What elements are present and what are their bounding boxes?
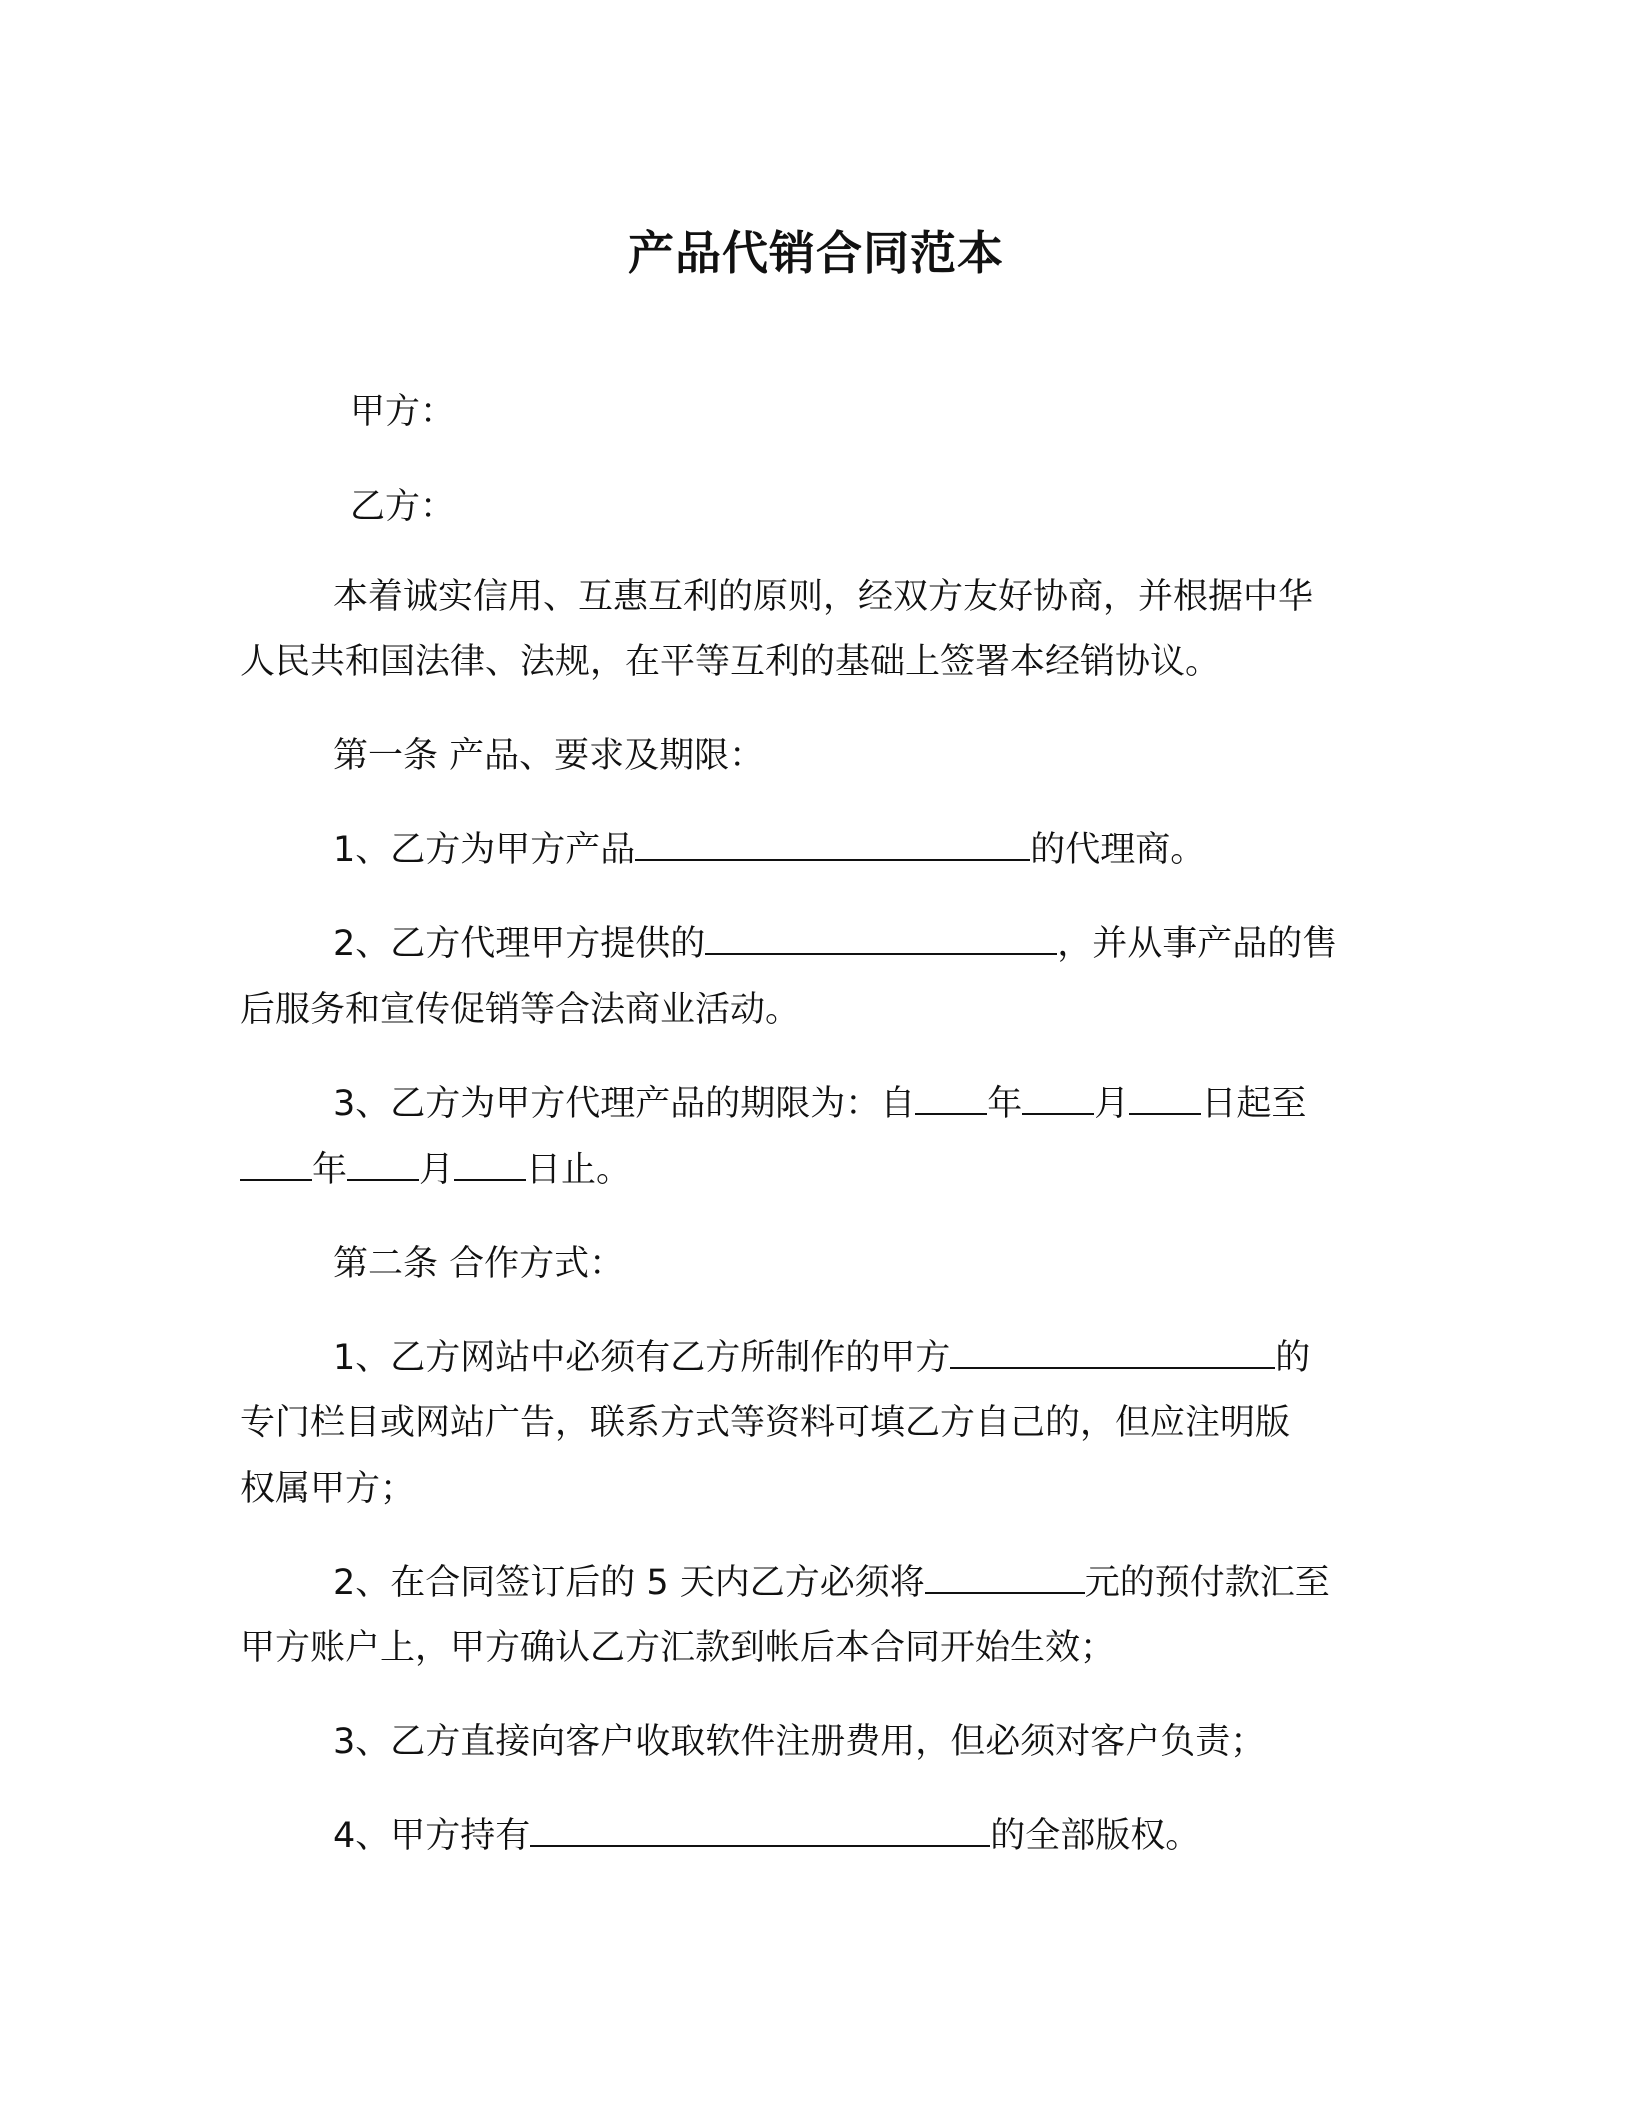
article-1-item-3-line-2	[240, 1146, 631, 1194]
month-label: 月	[1094, 1084, 1130, 1124]
end-year-label: 年	[312, 1150, 348, 1190]
article-1-item-3	[333, 1080, 1306, 1128]
article-2-item-2	[333, 1559, 1330, 1607]
end-day-blank[interactable]	[454, 1149, 526, 1181]
article-2-heading: 第二条 合作方式：	[333, 1244, 625, 1284]
article-1-item-2	[333, 920, 1337, 968]
article-2-item-1-tail: 的	[1275, 1338, 1311, 1378]
to-label: 日止。	[526, 1150, 632, 1190]
end-month-label: 月	[419, 1150, 455, 1190]
from-label: 日起至	[1201, 1084, 1307, 1124]
copyright-subject-blank[interactable]	[530, 1815, 990, 1847]
article-1-item-2-text: 2、乙方代理甲方提供的	[333, 924, 706, 964]
document-title: 产品代销合同范本	[628, 226, 1004, 280]
preamble-line-2: 人民共和国法律、法规，在平等互利的基础上签署本经销协议。	[240, 642, 1221, 682]
start-day-blank[interactable]	[1129, 1083, 1201, 1115]
article-1-item-2-line-2: 后服务和宣传促销等合法商业活动。	[240, 990, 801, 1030]
preamble-line-1: 本着诚实信用、互惠互利的原则，经双方友好协商，并根据中华	[333, 577, 1314, 617]
article-2-item-1	[333, 1334, 1310, 1382]
article-2-item-3: 3、乙方直接向客户收取软件注册费用，但必须对客户负责；	[333, 1722, 1266, 1762]
start-month-blank[interactable]	[1022, 1083, 1094, 1115]
column-name-blank[interactable]	[950, 1337, 1275, 1369]
article-2-item-4	[333, 1812, 1200, 1860]
party-b-label: 乙方：	[350, 487, 456, 527]
prepayment-amount-blank[interactable]	[925, 1562, 1085, 1594]
party-a-label: 甲方：	[350, 392, 456, 432]
article-2-item-1-line-2: 专门栏目或网站广告，联系方式等资料可填乙方自己的，但应注明版	[240, 1403, 1291, 1443]
start-year-blank[interactable]	[915, 1083, 987, 1115]
article-2-item-1-text: 1、乙方网站中必须有乙方所制作的甲方	[333, 1338, 951, 1378]
article-1-item-3-text: 3、乙方为甲方代理产品的期限为：自	[333, 1084, 916, 1124]
year-label: 年	[987, 1084, 1023, 1124]
article-2-item-2-line-2: 甲方账户上，甲方确认乙方汇款到帐后本合同开始生效；	[240, 1628, 1116, 1668]
article-1-item-2-tail: ，并从事产品的售	[1057, 924, 1338, 964]
article-1-item-1-text: 1、乙方为甲方产品	[333, 830, 636, 870]
article-2-item-1-line-3: 权属甲方；	[240, 1469, 416, 1509]
provided-product-blank[interactable]	[705, 923, 1057, 955]
article-1-item-1-tail: 的代理商。	[1030, 830, 1206, 870]
article-1-item-1	[333, 826, 1205, 874]
article-2-item-2-text: 2、在合同签订后的 5 天内乙方必须将	[333, 1563, 925, 1603]
article-2-item-4-text: 4、甲方持有	[333, 1816, 531, 1856]
article-2-item-2-tail: 元的预付款汇至	[1084, 1563, 1330, 1603]
article-2-item-4-tail: 的全部版权。	[990, 1816, 1201, 1856]
product-name-blank[interactable]	[635, 829, 1030, 861]
end-year-blank[interactable]	[240, 1149, 312, 1181]
article-1-heading: 第一条 产品、要求及期限：	[333, 736, 765, 776]
end-month-blank[interactable]	[347, 1149, 419, 1181]
